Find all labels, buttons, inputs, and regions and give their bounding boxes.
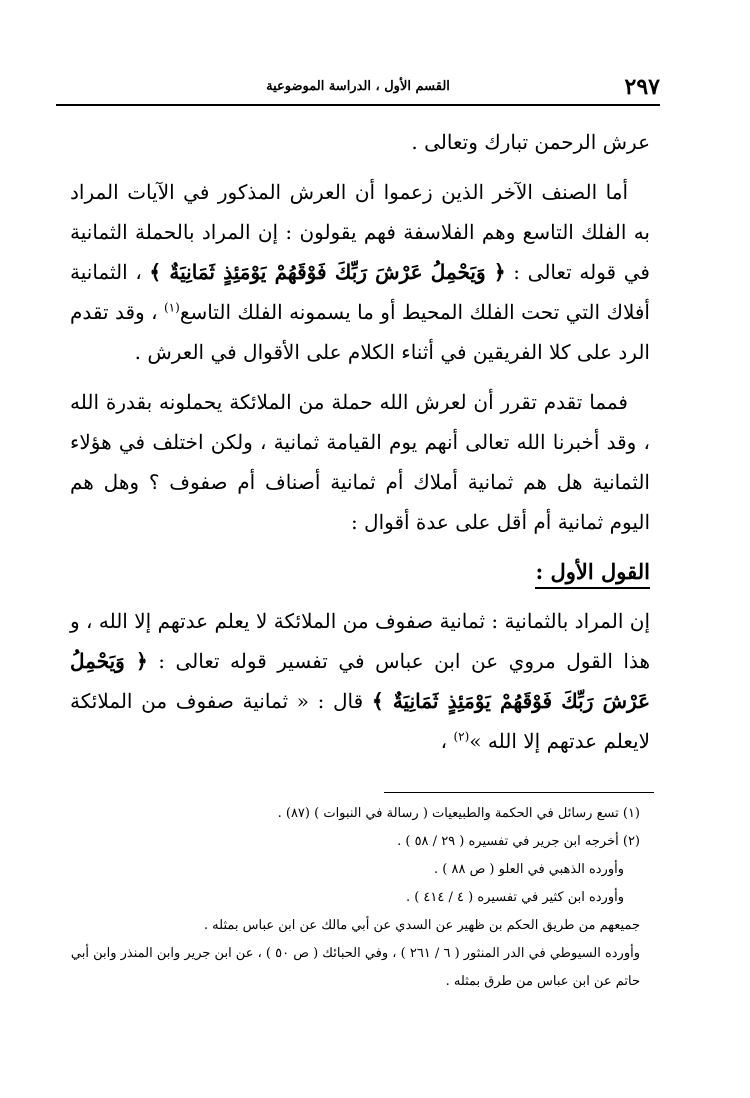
page-header: [56, 70, 660, 104]
footnote-2-line-3: وأورده ابن كثير في تفسيره ( ٤ / ٤١٤ ) .: [405, 890, 624, 905]
paragraph-2: [70, 172, 650, 372]
paragraph-4-text-b: قال : « ثمانية صفوف من الملائكة لايعلم عدتهم إلا الله »: [70, 689, 650, 753]
footnote-ref-1[interactable]: (١): [163, 300, 180, 315]
paragraph-2-text-c: ، وقد تقدم الرد على كلا الفريقين في أثناء الكلام على الأقوال في العرش .: [70, 300, 650, 364]
paragraph-2-text-b: ، الثمانية أفلاك التي تحت الفلك المحيط أو ما يسمونه الفلك التاسع: [70, 260, 650, 324]
footnote-divider: [384, 792, 654, 793]
footnote-2-line-4: جميعهم من طريق الحكم بن ظهير عن السدي عن أبي مالك عن ابن عباس بمثله .: [203, 918, 640, 933]
paragraph-4-text-a: إن المراد بالثمانية : ثمانية صفوف من الملائكة لا يعلم عدتهم إلا الله ، و هذا القول مروي عن ابن عباس في تفسير قوله تعالى :: [70, 609, 650, 673]
header-divider: [56, 104, 660, 106]
footnote-ref-2[interactable]: (٢): [453, 729, 470, 744]
page-number: ٢٩٧: [624, 74, 660, 100]
paragraph-4: [70, 601, 650, 761]
quran-verse-1: ﴿ وَيَحْمِلُ عَرْشَ رَبِّكَ فَوْقَهُمْ يَوْمَئِذٍ ثَمَانِيَةٌ ﴾: [149, 260, 506, 284]
footnote-2-line-5: وأورده السيوطي في الدر المنثور ( ٦ / ٢٦١ ) ، وفي الحبائك ( ص ٥٠ ) ، عن ابن جرير وابن المنذر وابن أبي حاتم عن ابن عباس من طرق بمثله .: [70, 946, 640, 989]
paragraph-3: [70, 382, 650, 542]
main-text: [70, 122, 650, 771]
running-title: القسم الأول ، الدراسة الموضوعية: [266, 79, 450, 94]
footnote-2: (٢) أخرجه ابن جرير في تفسيره ( ٢٩ / ٥٨ ) .: [397, 834, 640, 849]
footnotes: [70, 800, 640, 996]
paragraph-3-text: فمما تقدم تقرر أن لعرش الله حملة من الملائكة يحملونه بقدرة الله ، وقد أخبرنا الله تعالى أنهم يوم القيامة ثمانية ، ولكن اختلف في هؤلاء الثمانية هل هم ثمانية أملاك أم ثمانية أصناف أم صفوف ؟ وهل هم اليوم ثمانية أم أقل على عدة أقوال :: [70, 390, 650, 534]
paragraph-1-text: عرش الرحمن تبارك وتعالى .: [411, 130, 650, 154]
footnote-1: (١) تسع رسائل في الحكمة والطبيعيات ( رسالة في النبوات ) (٨٧) .: [277, 806, 640, 821]
section-heading: القول الأول :: [535, 557, 650, 589]
footnote-2-line-2: وأورده الذهبي في العلو ( ص ٨٨ ) .: [434, 862, 624, 877]
quran-verse-2: ﴿ وَيَحْمِلُ عَرْشَ رَبِّكَ فَوْقَهُمْ يَوْمَئِذٍ ثَمَانِيَةٌ ﴾: [70, 649, 651, 713]
paragraph-1: [70, 122, 650, 162]
paragraph-2-text-a: أما الصنف الآخر الذين زعموا أن العرش المذكور في الآيات المراد به الفلك التاسع وهم الفلاسفة فهم يقولون : إن المراد بالحملة الثمانية في قوله تعالى :: [70, 180, 650, 284]
paragraph-4-text-c: ،: [440, 729, 454, 753]
